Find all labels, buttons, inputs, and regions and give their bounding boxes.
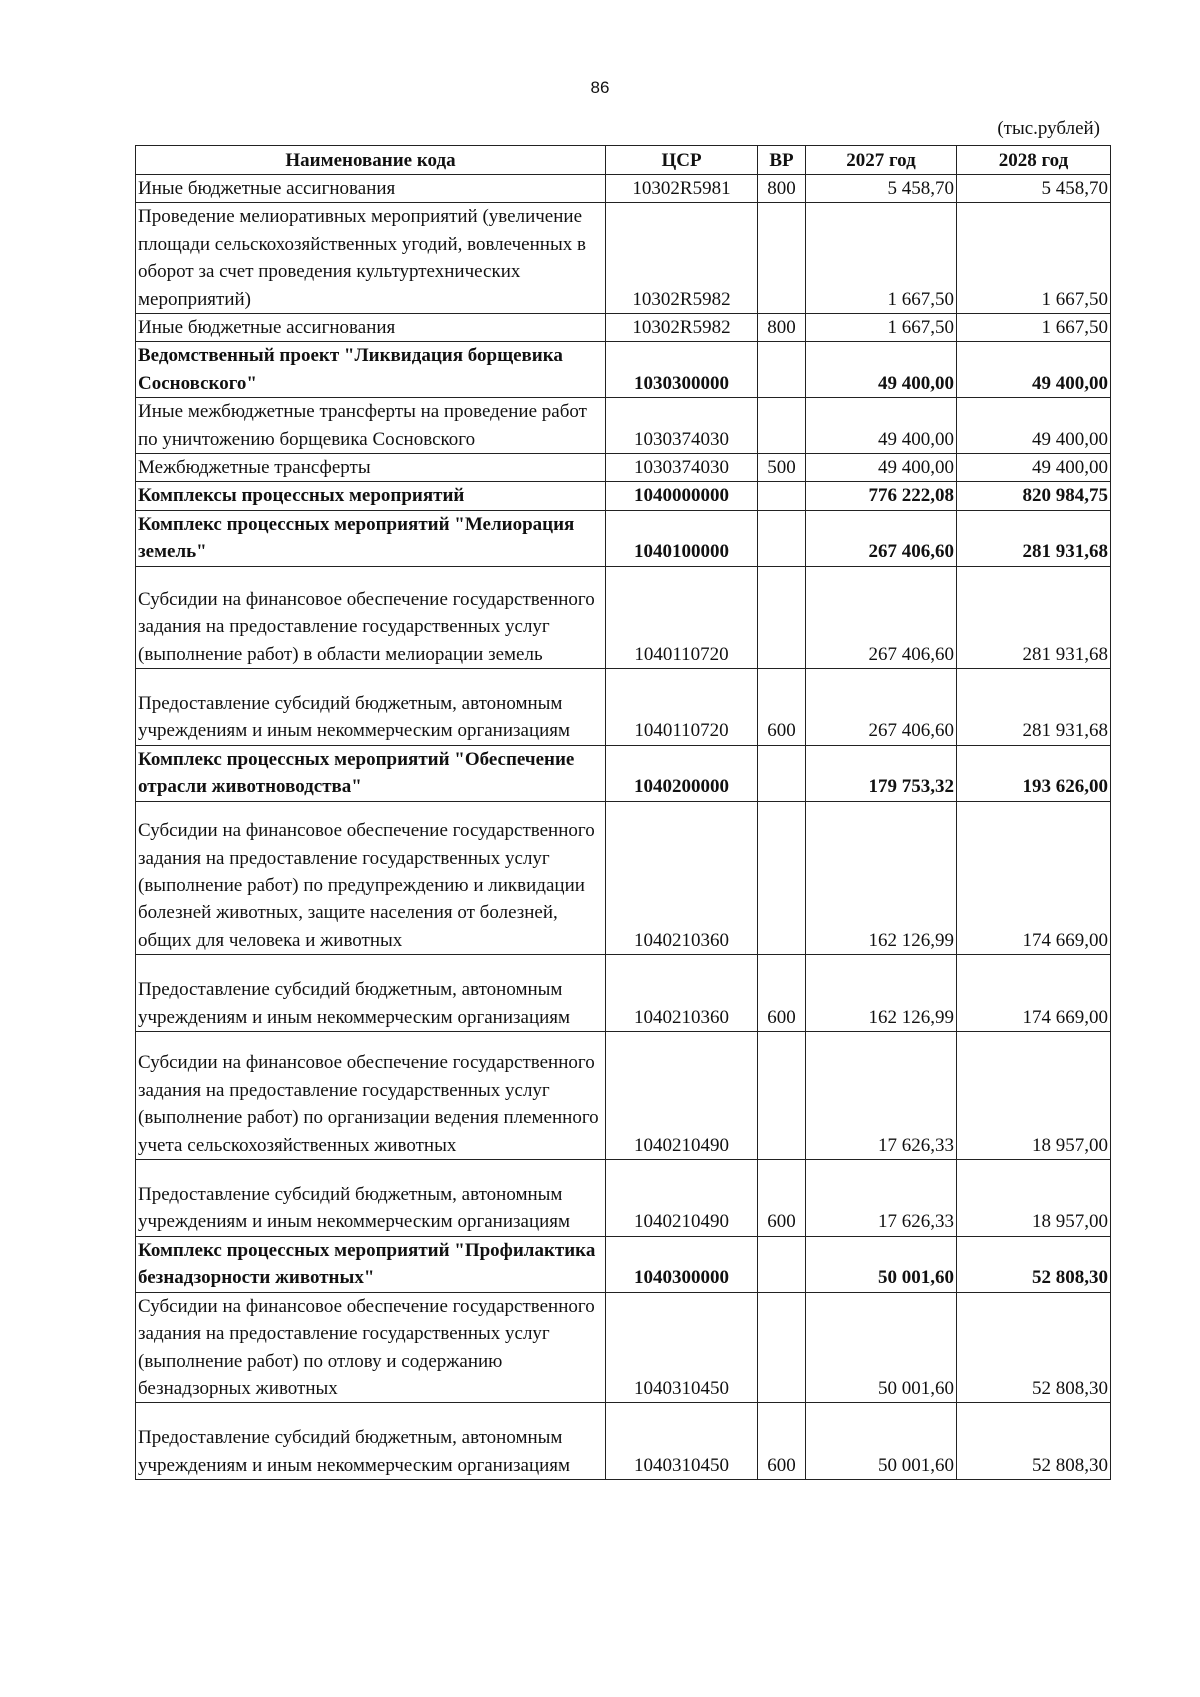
cell-2027: 50 001,60 bbox=[806, 1292, 957, 1403]
cell-csr: 1030300000 bbox=[606, 342, 758, 398]
cell-2028: 18 957,00 bbox=[957, 1160, 1111, 1237]
cell-2027: 776 222,08 bbox=[806, 482, 957, 510]
cell-2028: 49 400,00 bbox=[957, 398, 1111, 454]
cell-2027: 50 001,60 bbox=[806, 1403, 957, 1480]
cell-name: Предоставление субсидий бюджетным, автономным учреждениям и иным некоммерческим организациям bbox=[136, 955, 606, 1032]
cell-2027: 1 667,50 bbox=[806, 314, 957, 342]
cell-2027: 162 126,99 bbox=[806, 955, 957, 1032]
cell-vr: 500 bbox=[758, 454, 806, 482]
cell-vr: 600 bbox=[758, 1403, 806, 1480]
budget-table bbox=[135, 145, 1111, 1480]
cell-2028: 281 931,68 bbox=[957, 669, 1111, 746]
cell-name: Предоставление субсидий бюджетным, автономным учреждениям и иным некоммерческим организациям bbox=[136, 1160, 606, 1237]
cell-vr: 800 bbox=[758, 314, 806, 342]
cell-vr bbox=[758, 566, 806, 668]
cell-vr bbox=[758, 510, 806, 566]
cell-name: Комплексы процессных мероприятий bbox=[136, 482, 606, 510]
table-row bbox=[136, 454, 1111, 482]
cell-name: Межбюджетные трансферты bbox=[136, 454, 606, 482]
cell-csr: 10302R5981 bbox=[606, 175, 758, 203]
cell-2027: 267 406,60 bbox=[806, 510, 957, 566]
cell-2028: 18 957,00 bbox=[957, 1032, 1111, 1160]
table-row bbox=[136, 1236, 1111, 1292]
cell-name: Ведомственный проект "Ликвидация борщевика Сосновского" bbox=[136, 342, 606, 398]
cell-csr: 1040310450 bbox=[606, 1292, 758, 1403]
column-header-vr: ВР bbox=[758, 146, 806, 175]
cell-csr: 10302R5982 bbox=[606, 203, 758, 314]
table-row bbox=[136, 1292, 1111, 1403]
cell-csr: 1040210490 bbox=[606, 1032, 758, 1160]
table-header-row bbox=[136, 146, 1111, 175]
cell-2028: 52 808,30 bbox=[957, 1236, 1111, 1292]
table-row bbox=[136, 203, 1111, 314]
cell-vr bbox=[758, 1292, 806, 1403]
cell-2027: 1 667,50 bbox=[806, 203, 957, 314]
cell-2027: 162 126,99 bbox=[806, 801, 957, 955]
cell-2027: 267 406,60 bbox=[806, 669, 957, 746]
cell-csr: 1040110720 bbox=[606, 669, 758, 746]
table-row bbox=[136, 566, 1111, 668]
cell-csr: 1040210490 bbox=[606, 1160, 758, 1237]
cell-vr: 600 bbox=[758, 1160, 806, 1237]
cell-name: Комплекс процессных мероприятий "Мелиорация земель" bbox=[136, 510, 606, 566]
cell-vr bbox=[758, 342, 806, 398]
cell-name: Проведение мелиоративных мероприятий (увеличение площади сельскохозяйственных угодий, вовлеченных в оборот за счет проведения культуртехнических мероприятий) bbox=[136, 203, 606, 314]
cell-csr: 1040110720 bbox=[606, 566, 758, 668]
cell-vr: 600 bbox=[758, 955, 806, 1032]
cell-2027: 50 001,60 bbox=[806, 1236, 957, 1292]
table-row bbox=[136, 801, 1111, 955]
cell-csr: 1040200000 bbox=[606, 745, 758, 801]
cell-vr bbox=[758, 801, 806, 955]
table-row bbox=[136, 175, 1111, 203]
cell-name: Комплекс процессных мероприятий "Обеспечение отрасли животноводства" bbox=[136, 745, 606, 801]
cell-name: Комплекс процессных мероприятий "Профилактика безнадзорности животных" bbox=[136, 1236, 606, 1292]
cell-2028: 1 667,50 bbox=[957, 314, 1111, 342]
cell-csr: 10302R5982 bbox=[606, 314, 758, 342]
units-label: (тыс.рублей) bbox=[997, 118, 1100, 139]
cell-vr bbox=[758, 1236, 806, 1292]
cell-csr: 1040300000 bbox=[606, 1236, 758, 1292]
cell-2028: 52 808,30 bbox=[957, 1403, 1111, 1480]
cell-name: Субсидии на финансовое обеспечение государственного задания на предоставление государственных услуг (выполнение работ) в области мелиорации земель bbox=[136, 566, 606, 668]
cell-2028: 281 931,68 bbox=[957, 510, 1111, 566]
table-row bbox=[136, 342, 1111, 398]
cell-name: Предоставление субсидий бюджетным, автономным учреждениям и иным некоммерческим организациям bbox=[136, 1403, 606, 1480]
cell-name: Иные бюджетные ассигнования bbox=[136, 314, 606, 342]
cell-name: Субсидии на финансовое обеспечение государственного задания на предоставление государственных услуг (выполнение работ) по предупреждению и ликвидации болезней животных, защите населения от болезней, общих для человека и животных bbox=[136, 801, 606, 955]
cell-2028: 174 669,00 bbox=[957, 955, 1111, 1032]
cell-csr: 1030374030 bbox=[606, 454, 758, 482]
cell-csr: 1030374030 bbox=[606, 398, 758, 454]
table-row bbox=[136, 1403, 1111, 1480]
table-row bbox=[136, 482, 1111, 510]
table-row bbox=[136, 398, 1111, 454]
cell-name: Субсидии на финансовое обеспечение государственного задания на предоставление государственных услуг (выполнение работ) по отлову и содержанию безнадзорных животных bbox=[136, 1292, 606, 1403]
cell-vr bbox=[758, 1032, 806, 1160]
cell-csr: 1040210360 bbox=[606, 955, 758, 1032]
cell-2027: 267 406,60 bbox=[806, 566, 957, 668]
table-body bbox=[136, 175, 1111, 1480]
cell-2028: 174 669,00 bbox=[957, 801, 1111, 955]
cell-2027: 49 400,00 bbox=[806, 398, 957, 454]
cell-csr: 1040000000 bbox=[606, 482, 758, 510]
table-row bbox=[136, 314, 1111, 342]
cell-2028: 49 400,00 bbox=[957, 454, 1111, 482]
cell-vr bbox=[758, 398, 806, 454]
cell-2028: 5 458,70 bbox=[957, 175, 1111, 203]
table-row bbox=[136, 1032, 1111, 1160]
cell-vr bbox=[758, 745, 806, 801]
cell-vr: 800 bbox=[758, 175, 806, 203]
cell-csr: 1040210360 bbox=[606, 801, 758, 955]
page-number: 86 bbox=[590, 78, 610, 97]
cell-2028: 193 626,00 bbox=[957, 745, 1111, 801]
cell-2028: 1 667,50 bbox=[957, 203, 1111, 314]
table-row bbox=[136, 955, 1111, 1032]
column-header-2027: 2027 год bbox=[806, 146, 957, 175]
cell-2027: 49 400,00 bbox=[806, 454, 957, 482]
cell-name: Иные межбюджетные трансферты на проведение работ по уничтожению борщевика Сосновского bbox=[136, 398, 606, 454]
cell-2027: 17 626,33 bbox=[806, 1032, 957, 1160]
cell-vr bbox=[758, 203, 806, 314]
cell-2028: 820 984,75 bbox=[957, 482, 1111, 510]
cell-csr: 1040100000 bbox=[606, 510, 758, 566]
cell-2027: 49 400,00 bbox=[806, 342, 957, 398]
table-row bbox=[136, 1160, 1111, 1237]
table-row bbox=[136, 510, 1111, 566]
cell-2028: 49 400,00 bbox=[957, 342, 1111, 398]
column-header-2028: 2028 год bbox=[957, 146, 1111, 175]
cell-vr bbox=[758, 482, 806, 510]
cell-vr: 600 bbox=[758, 669, 806, 746]
cell-2027: 17 626,33 bbox=[806, 1160, 957, 1237]
cell-name: Субсидии на финансовое обеспечение государственного задания на предоставление государственных услуг (выполнение работ) по организации ведения племенного учета сельскохозяйственных животных bbox=[136, 1032, 606, 1160]
cell-name: Предоставление субсидий бюджетным, автономным учреждениям и иным некоммерческим организациям bbox=[136, 669, 606, 746]
table-row bbox=[136, 669, 1111, 746]
cell-2028: 281 931,68 bbox=[957, 566, 1111, 668]
cell-2027: 5 458,70 bbox=[806, 175, 957, 203]
cell-2028: 52 808,30 bbox=[957, 1292, 1111, 1403]
cell-2027: 179 753,32 bbox=[806, 745, 957, 801]
column-header-csr: ЦСР bbox=[606, 146, 758, 175]
column-header-name: Наименование кода bbox=[136, 146, 606, 175]
cell-name: Иные бюджетные ассигнования bbox=[136, 175, 606, 203]
cell-csr: 1040310450 bbox=[606, 1403, 758, 1480]
table-row bbox=[136, 745, 1111, 801]
